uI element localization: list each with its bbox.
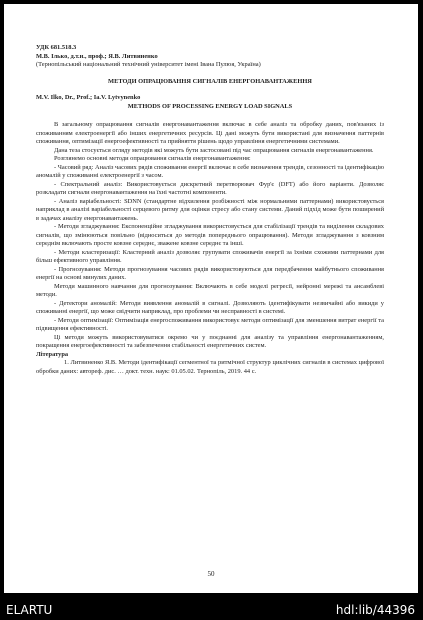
authors-ua: М.В. Ілько, д.т.н., проф.; Я.В. Литвиненко <box>36 52 158 60</box>
main-methods-paragraph: Розглянемо основні методи опрацювання сигналів енергонавантаження: <box>54 155 251 162</box>
authors-en: M.V. Ilko, Dr., Prof.; Ia.V. Lytvynenko <box>36 94 141 101</box>
article-content <box>36 44 384 376</box>
method-clustering: - Методи кластеризації: Кластерний аналіз дозволяє групувати споживачів енергії за їхніми схожими паттернами для більш ефективного управління. <box>36 248 384 264</box>
method-optimization: - Методи оптимізації: Оптимізація енергоспоживання використовує методи оптимізації для зменшення витрат енергії та підвищення ефективності. <box>36 316 384 332</box>
purpose-paragraph: Дана теза стосується огляду методів які можуть бути застосовані під час опрацювання сигналів енергонавантаження. <box>54 146 374 154</box>
method-anomaly: - Детектори аномалій: Методи виявлення аномалій в сигналі. Дозволяють ідентифікувати незвичайні або викиди у споживанні енергії, що може свідчити наприклад, про проблеми чи несправності в системі. <box>36 299 384 315</box>
repository-label: ELARTU <box>6 603 53 617</box>
intro-paragraph: В загальному опрацювання сигналів енергонавантаження включає в себе аналіз та обробку даних, пов'язаних із споживанням електроенергії або інших енергетичних ресурсів. Ці дані можуть бути використані для визначення паттернів споживання, оптимізації енергоефективності та прийняття рішень щодо управління енергетичними системами. <box>36 121 384 145</box>
document-page <box>4 4 418 593</box>
method-time-series: - Часовий ряд: Аналіз часових рядів споживання енергії включає в себе визначення трендів, сезонності та ідентифікацію аномалій у споживанні електроенергії з часом. <box>36 163 384 179</box>
affiliation: (Тернопільський національний технічний університет імені Івана Пулюя, Україна) <box>36 61 261 68</box>
literature-heading: Література <box>36 350 69 358</box>
udc-code: УДК 681.518.3 <box>36 44 77 51</box>
method-forecasting: - Прогнозування: Методи прогнозування часових рядів використовуються для передбачення майбутнього споживання енергії на основі минулих даних. <box>36 265 384 281</box>
page-number: 50 <box>207 570 215 578</box>
conclusion-paragraph: Ці методи можуть використовуватися окремо чи у поєднанні для аналізу та управління енергонавантаженням, покращення енергоефективності та забезпечення стабільності енергетичних систем. <box>36 333 384 349</box>
method-smoothing: - Методи згладжування: Експоненційне згладжування використовується для стабілізації трендів та виділення складових сигналів, що змінюються повільно (відноситься до методів попереднього опрацювання). Методи згладжування з ковзним середнім включають просте ковзне середнє, зважене ковзне середнє та інші. <box>36 223 384 247</box>
handle-label: hdl:lib/44396 <box>335 603 415 617</box>
footer-bar <box>0 600 423 620</box>
method-spectral: - Спектральний аналіз: Використовується дискретний перетворювач Фур'є (DFT) або його варіанти. Дозволяє розкладати сигнали енергонавантаження на їхні частотні компоненти. <box>36 180 384 196</box>
reference-item: 1. Литвиненко Я.В. Методи ідентифікації сегментної та ритмічної структур циклічних сигналів в системах цифрової обробки даних: автореф. дис. … докт. техн. наук: 01.05.02. Тернопіль, 2019. 44 с. <box>36 359 384 375</box>
title-en: METHODS OF PROCESSING ENERGY LOAD SIGNALS <box>127 102 293 110</box>
title-ua: МЕТОДИ ОПРАЦЮВАННЯ СИГНАЛІВ ЕНЕРГОНАВАНТАЖЕННЯ <box>108 77 312 85</box>
method-variability: - Аналіз варіабельності: SDNN (стандартне відхилення розбіжності між нормальними паттернами) використовується наприклад в аналізі варіабельності серцевого ритму для оцінки стресу або стану системи. Даний підхід може бути поширений в задачах аналізу енергонавантажень. <box>36 197 384 222</box>
ml-paragraph: Методи машинного навчання для прогнозування: Включають в себе моделі регресії, нейронні мережі та ансамблеві методи. <box>36 282 384 298</box>
